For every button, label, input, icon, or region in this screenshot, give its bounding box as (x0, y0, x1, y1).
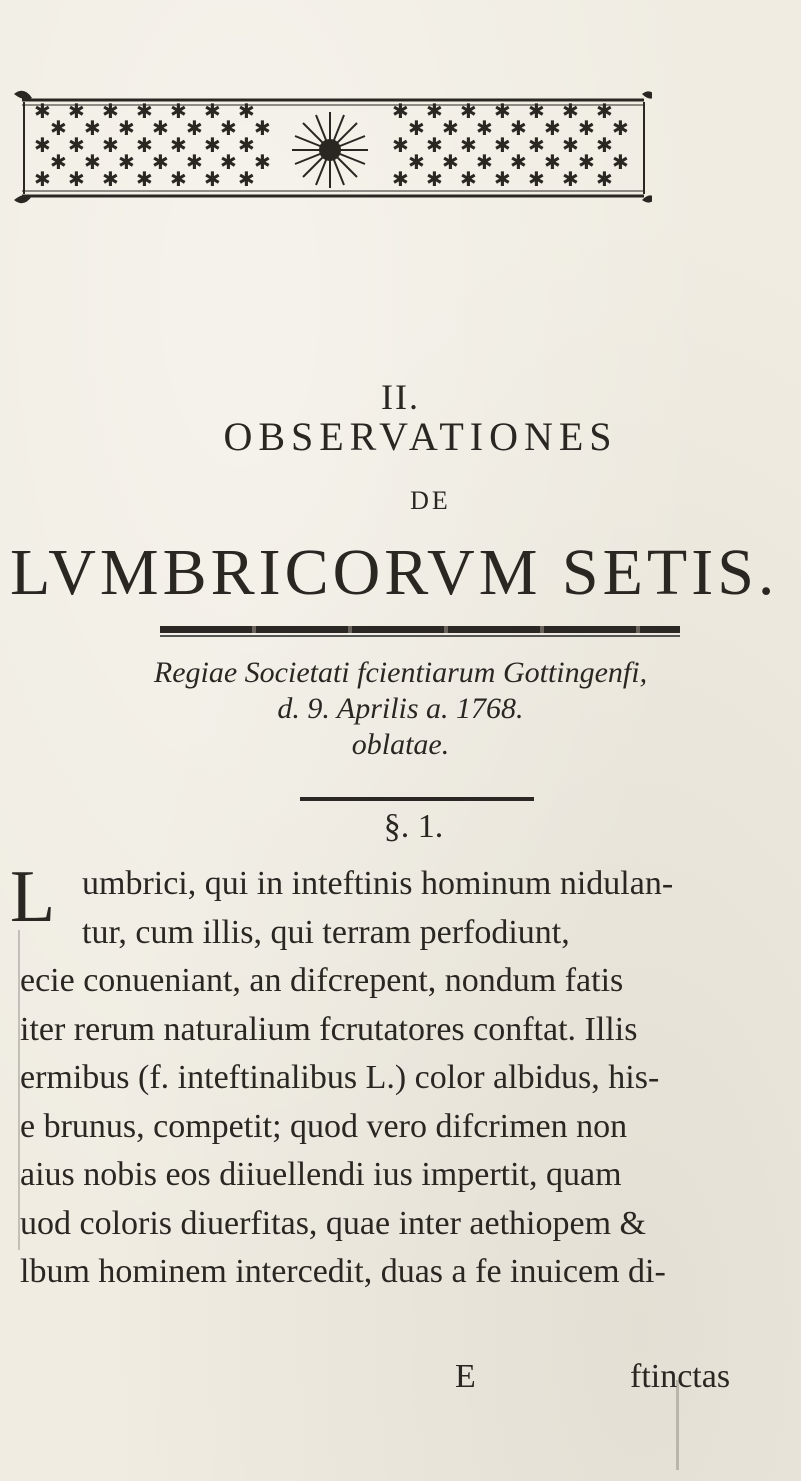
star-glyph: ✱ (562, 167, 579, 191)
body-line: ecie conueniant, an difcrepent, nondum fatis (20, 962, 624, 999)
star-glyph: ✱ (392, 99, 409, 123)
body-line: e brunus, competit; quod vero difcrimen non (20, 1107, 628, 1145)
star-glyph: ✱ (426, 133, 443, 157)
star-glyph: ✱ (170, 167, 187, 191)
catchword: ftinctas (630, 1358, 731, 1395)
star-ornament-band (12, 88, 652, 248)
star-glyph: ✱ (186, 116, 203, 140)
chapter-number: II. (381, 377, 420, 417)
star-glyph: ✱ (170, 99, 187, 123)
body-text (20, 860, 780, 1297)
star-glyph: ✱ (84, 150, 101, 174)
star-glyph: ✱ (460, 133, 477, 157)
star-glyph: ✱ (578, 150, 595, 174)
star-glyph: ✱ (392, 133, 409, 157)
body-line: umbrici, qui in inteftinis hominum nidulan- (82, 865, 674, 902)
title-rule (160, 626, 680, 633)
star-glyph: ✱ (528, 133, 545, 157)
star-glyph: ✱ (152, 116, 169, 140)
star-glyph: ✱ (102, 167, 119, 191)
star-glyph: ✱ (254, 116, 271, 140)
dedication-rule (300, 797, 534, 801)
body-line: aius nobis eos diiuellendi ius impertit, quam (20, 1156, 622, 1193)
dedication-line-1: Regiae Societati fcientiarum Gottingenfi, (153, 656, 648, 689)
star-glyph: ✱ (68, 133, 85, 157)
star-glyph: ✱ (562, 99, 579, 123)
star-glyph: ✱ (34, 167, 51, 191)
star-glyph: ✱ (460, 99, 477, 123)
star-glyph: ✱ (578, 116, 595, 140)
star-glyph: ✱ (408, 150, 425, 174)
star-glyph: ✱ (596, 99, 613, 123)
dedication-line-3: oblatae. (351, 728, 450, 761)
star-glyph: ✱ (544, 116, 561, 140)
page-footer (0, 1358, 801, 1408)
star-glyph: ✱ (612, 150, 629, 174)
star-glyph: ✱ (204, 133, 221, 157)
title-main: LVMBRICORVM SETIS. (10, 536, 779, 609)
star-glyph: ✱ (118, 150, 135, 174)
star-glyph: ✱ (442, 116, 459, 140)
body-line: uod coloris diuerfitas, quae inter aethiopem & (20, 1204, 646, 1242)
star-glyph: ✱ (204, 99, 221, 123)
star-glyph: ✱ (170, 133, 187, 157)
star-glyph: ✱ (544, 150, 561, 174)
star-glyph: ✱ (238, 133, 255, 157)
title-observationes: OBSERVATIONES (223, 414, 618, 459)
star-glyph: ✱ (238, 99, 255, 123)
star-glyph: ✱ (34, 133, 51, 157)
body-line: ermibus (f. inteftinalibus L.) color albidus, his- (20, 1059, 660, 1096)
body-line: lbum hominem intercedit, duas a fe inuicem di- (20, 1253, 666, 1290)
star-glyph: ✱ (510, 116, 527, 140)
star-glyph: ✱ (220, 150, 237, 174)
dedication-line-2: d. 9. Aprilis a. 1768. (277, 692, 524, 725)
star-glyph: ✱ (84, 116, 101, 140)
star-glyph: ✱ (102, 133, 119, 157)
star-glyph: ✱ (510, 150, 527, 174)
star-glyph: ✱ (102, 99, 119, 123)
star-glyph: ✱ (50, 116, 67, 140)
star-glyph: ✱ (476, 116, 493, 140)
star-glyph: ✱ (392, 167, 409, 191)
star-glyph: ✱ (68, 167, 85, 191)
drop-cap: L (10, 856, 56, 938)
star-glyph: ✱ (562, 133, 579, 157)
signature-mark: E (455, 1358, 476, 1395)
star-glyph: ✱ (68, 99, 85, 123)
dedication (0, 655, 801, 763)
star-glyph: ✱ (528, 167, 545, 191)
star-glyph: ✱ (118, 116, 135, 140)
star-glyph: ✱ (494, 99, 511, 123)
body-line: tur, cum illis, qui terram perfodiunt, (82, 913, 570, 951)
paper-mark (676, 1380, 679, 1470)
star-glyph: ✱ (408, 116, 425, 140)
star-glyph: ✱ (426, 167, 443, 191)
star-glyph: ✱ (494, 167, 511, 191)
star-glyph: ✱ (136, 167, 153, 191)
star-glyph: ✱ (476, 150, 493, 174)
title-de: DE (410, 486, 451, 515)
star-glyph: ✱ (50, 150, 67, 174)
star-glyph: ✱ (612, 116, 629, 140)
star-glyph: ✱ (596, 133, 613, 157)
star-glyph: ✱ (186, 150, 203, 174)
star-glyph: ✱ (34, 99, 51, 123)
paper-mark (18, 930, 20, 1250)
body-line: iter rerum naturalium fcrutatores conftat. Illis (20, 1010, 638, 1048)
star-glyph: ✱ (254, 150, 271, 174)
star-glyph: ✱ (238, 167, 255, 191)
star-glyph: ✱ (442, 150, 459, 174)
title-rule-thin (160, 635, 680, 637)
star-glyph: ✱ (220, 116, 237, 140)
star-glyph: ✱ (460, 167, 477, 191)
section-mark: §. 1. (383, 808, 444, 845)
star-glyph: ✱ (152, 150, 169, 174)
star-glyph: ✱ (136, 133, 153, 157)
star-glyph: ✱ (596, 167, 613, 191)
star-glyph: ✱ (528, 99, 545, 123)
star-glyph: ✱ (204, 167, 221, 191)
star-glyph: ✱ (426, 99, 443, 123)
star-glyph: ✱ (136, 99, 153, 123)
star-glyph: ✱ (494, 133, 511, 157)
